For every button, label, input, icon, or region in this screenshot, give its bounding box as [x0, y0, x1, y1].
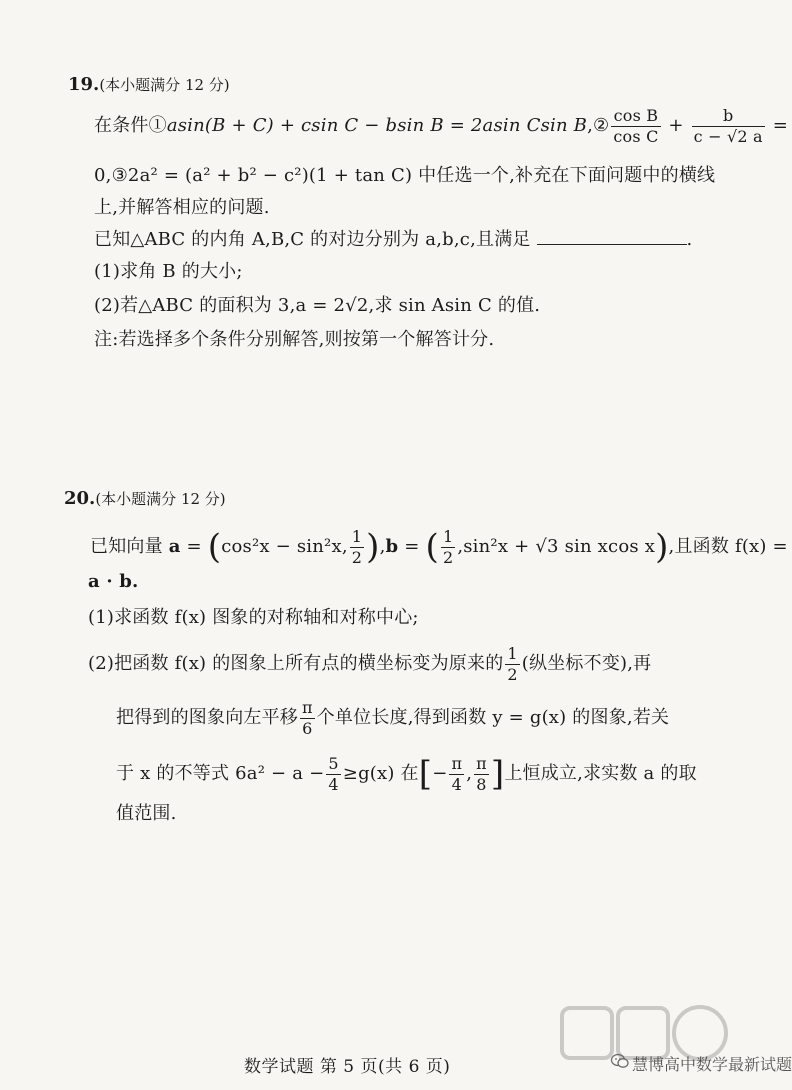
- vector-b: b: [385, 536, 399, 557]
- q19-text: +: [662, 115, 690, 136]
- q19-text: .: [686, 229, 693, 250]
- q20-part1: (1)求函数 f(x) 图象的对称轴和对称中心;: [88, 607, 419, 628]
- q19-header: [68, 74, 230, 96]
- q20-text: =: [398, 536, 426, 557]
- paren-open: (: [207, 527, 222, 567]
- frac-denominator: 2: [351, 547, 363, 567]
- wechat-icon: [611, 1053, 629, 1069]
- q20-line1: [90, 522, 788, 572]
- q20-text: (纵坐标不变),再: [521, 653, 652, 674]
- q20-part2-line2: [116, 694, 669, 742]
- q20-text: ,: [379, 536, 386, 557]
- page-footer: 数学试题 第 5 页(共 6 页): [244, 1057, 451, 1077]
- frac-denominator: 2: [442, 547, 454, 567]
- q20-frac-pi8: [474, 754, 489, 795]
- watermark-text: 慧博高中数学最新试题: [632, 1055, 792, 1074]
- frac-denominator: 4: [328, 774, 339, 794]
- answer-blank: [537, 228, 687, 245]
- bracket-close: ]: [490, 754, 505, 794]
- paren-close: ): [655, 527, 669, 567]
- q20-number: 20.: [64, 488, 96, 509]
- q20-text: 个单位长度,得到函数 y = g(x) 的图象,若关: [316, 707, 670, 728]
- q19-line1: [94, 104, 788, 148]
- paren-open: (: [425, 527, 439, 567]
- q20-text: =: [180, 536, 208, 557]
- frac-denominator: 8: [476, 774, 487, 794]
- q20-line2: a · b.: [88, 571, 139, 592]
- q20-text: 于 x 的不等式 6a² − a −: [116, 763, 325, 784]
- q20-text: −: [432, 763, 448, 784]
- frac-denominator: c − √2 a: [693, 126, 763, 146]
- q19-points: (本小题满分 12 分): [99, 76, 230, 94]
- frac-numerator: cos B: [611, 106, 660, 127]
- q19-note: 注:若选择多个条件分别解答,则按第一个解答计分.: [94, 329, 495, 350]
- q20-frac-half-3: [505, 644, 519, 685]
- q20-text: ,: [466, 763, 473, 784]
- q20-text: (2)把函数 f(x) 的图象上所有点的横坐标变为原来的: [88, 653, 504, 674]
- frac-denominator: 2: [507, 664, 518, 684]
- q20-text: 已知向量: [90, 536, 169, 557]
- q19-condition1: asin(B + C) + csin C − bsin B = 2asin Csin B: [166, 115, 588, 136]
- frac-numerator: π: [476, 753, 487, 773]
- q20-part2-line3: [116, 750, 697, 798]
- q19-text: ,②: [587, 115, 610, 136]
- q20-text: ≥g(x) 在: [342, 763, 419, 784]
- q20-part2-line4: 值范围.: [116, 803, 177, 824]
- q20-frac-pi4: [449, 754, 464, 795]
- q19-part2: (2)若△ABC 的面积为 3,a = 2√2,求 sin Asin C 的值.: [94, 295, 541, 316]
- frac-numerator: b: [692, 106, 765, 127]
- q19-line2: 0,③2a² = (a² + b² − c²)(1 + tan C) 中任选一个,补充在下面问题中的横线: [94, 165, 716, 186]
- frac-numerator: 1: [507, 643, 518, 663]
- paren-close: ): [366, 527, 380, 567]
- q20-points: (本小题满分 12 分): [95, 490, 226, 508]
- q19-text: 在条件①: [94, 115, 167, 136]
- q20-text: ,且函数 f(x) =: [668, 536, 788, 557]
- q20-frac-5-4: [326, 754, 340, 795]
- q20-text: ,sin²x + √3 sin xcos x: [457, 536, 656, 557]
- q19-line3: 上,并解答相应的问题.: [94, 197, 270, 218]
- q19-part1: (1)求角 B 的大小;: [94, 261, 243, 282]
- q20-part2-line1: [88, 640, 651, 688]
- q19-text: 已知△ABC 的内角 A,B,C 的对边分别为 a,b,c,且满足: [94, 229, 531, 250]
- q20-header: [64, 488, 226, 510]
- frac-denominator: 4: [451, 774, 463, 794]
- q19-frac-cos: [611, 106, 660, 147]
- vector-a: a: [168, 536, 181, 557]
- frac-numerator: π: [451, 753, 463, 773]
- q20-text: cos²x − sin²x,: [221, 536, 348, 557]
- q20-text: 上恒成立,求实数 a 的取: [504, 763, 697, 784]
- q19-text: =: [766, 115, 789, 136]
- frac-numerator: 1: [351, 526, 363, 546]
- frac-numerator: 1: [442, 526, 454, 546]
- q19-number: 19.: [68, 74, 100, 95]
- q19-line4: [94, 228, 692, 252]
- q20-frac-pi6: [300, 698, 315, 739]
- frac-numerator: 5: [328, 753, 339, 773]
- frac-numerator: π: [302, 697, 313, 717]
- bracket-open: [: [418, 754, 433, 794]
- q19-frac-b: [692, 106, 765, 147]
- q20-frac-half-2: [441, 527, 455, 568]
- q20-frac-half: [350, 527, 364, 568]
- frac-denominator: 6: [302, 718, 313, 738]
- frac-denominator: cos C: [613, 126, 659, 146]
- q20-text: 把得到的图象向左平移: [116, 707, 298, 728]
